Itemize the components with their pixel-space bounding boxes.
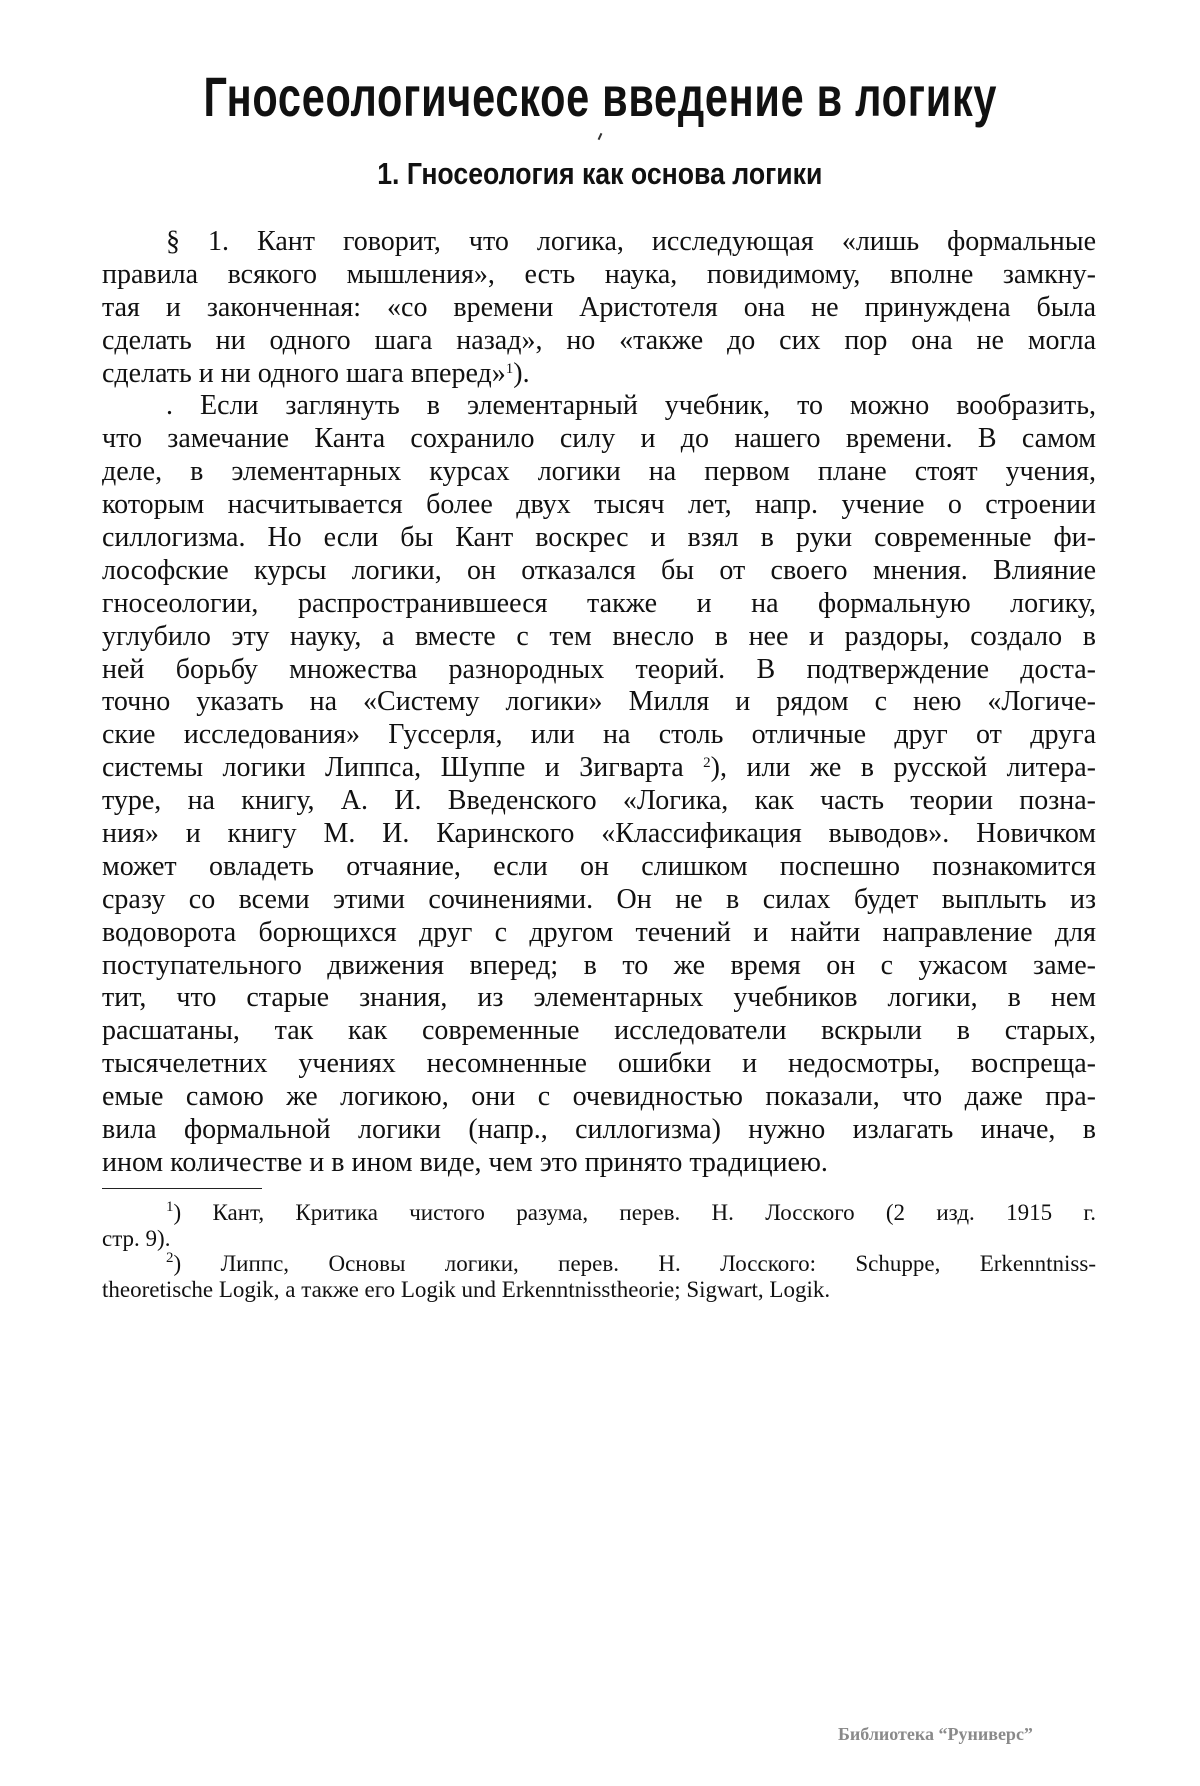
footnote-line [102, 1251, 1096, 1277]
line-text: theoretische Logik, а также его Logik und Erkenntnisstheorie; Sigwart, Logik. [102, 1277, 831, 1303]
footnote-marker: 1 [166, 1199, 174, 1215]
line-text: углубило эту науку, а вместе с тем внесло в нее и раздоры, создало в [102, 620, 1096, 652]
library-watermark: Библиотека “Руниверс” [838, 1724, 1033, 1744]
text-line [102, 1114, 1096, 1147]
text-line [102, 588, 1096, 621]
footnotes [102, 1200, 1096, 1303]
footnote-separator [102, 1188, 262, 1189]
footnote-line [102, 1200, 1096, 1226]
line-text: ином количестве и в ином виде, чем это принято традициею. [102, 1146, 828, 1178]
text-line [102, 1015, 1096, 1048]
line-text: поступательного движения вперед; в то же время он с ужасом заме- [102, 949, 1096, 981]
text-line [102, 325, 1096, 358]
line-text: ния» и книгу М. И. Каринского «Классификация выводов». Новичком [102, 818, 1096, 850]
text-line [102, 489, 1096, 522]
section-heading [0, 154, 1200, 194]
footnote-reference: 1 [505, 360, 514, 377]
line-text: расшатаны, так как современные исследователи вскрыли в старых, [102, 1015, 1096, 1047]
scan-mark [598, 133, 603, 140]
text-line [102, 917, 1096, 950]
line-text: ) Липпс, Основы логики, перев. Н. Лосского: Schuppe, Erkenntniss- [173, 1251, 1096, 1277]
footnote-reference: 2 [703, 755, 711, 772]
line-text: точно указать на «Систему логики» Милля и рядом с нею «Логиче- [102, 686, 1096, 718]
line-text: вила формальной логики (напр., силлогизма) нужно излагать иначе, в [102, 1114, 1096, 1146]
line-text: сразу со всеми этими сочинениями. Он не в силах будет выплыть из [102, 883, 1096, 915]
text-line [102, 818, 1096, 851]
text-line [102, 522, 1096, 555]
line-text: водоворота борющихся друг с другом течений и найти направление для [102, 916, 1096, 948]
text-line [102, 654, 1096, 687]
line-text: системы логики Липпса, Шуппе и Зигварта [102, 752, 704, 784]
text-line [102, 259, 1096, 292]
line-text: стр. 9). [102, 1225, 171, 1251]
line-text: тысячелетних учениях несомненные ошибки и недосмотры, воспреща- [102, 1048, 1096, 1080]
footnote-line [102, 1226, 1096, 1252]
text-line [102, 884, 1096, 917]
text-line [102, 851, 1096, 884]
text-line [102, 1147, 1096, 1180]
text-line [102, 423, 1096, 456]
text-line [102, 555, 1096, 588]
line-text: лософские курсы логики, он отказался бы от своего мнения. Влияние [102, 554, 1096, 586]
line-text: ней борьбу множества разнородных теорий. В подтверждение доста- [102, 653, 1096, 685]
line-text: правила всякого мышления», есть наука, повидимому, вполне замкну- [102, 258, 1096, 290]
line-text: § 1. Кант говорит, что логика, исследующая «лишь формальные [166, 226, 1096, 257]
line-text: может овладеть отчаяние, если он слишком поспешно познакомится [102, 850, 1096, 882]
line-text: деле, в элементарных курсах логики на первом плане стоят учения, [102, 456, 1096, 488]
text-line [102, 1048, 1096, 1081]
text-line [102, 292, 1096, 325]
line-text: туре, на книгу, А. И. Введенского «Логика, как часть теории позна- [102, 785, 1096, 817]
text-line [102, 226, 1096, 259]
line-text: . Если заглянуть в элементарный учебник, то можно вообразить, [166, 390, 1096, 422]
line-text: емые самою же логикою, они с очевидностью показали, что даже пра- [102, 1081, 1096, 1113]
footnote-line [102, 1277, 1096, 1303]
page-title [0, 64, 1200, 130]
text-line [102, 621, 1096, 654]
body-text [102, 226, 1096, 1180]
text-line [102, 752, 1096, 785]
page-title-text: Гносеологическое введение в логику [203, 65, 997, 128]
text-line [102, 719, 1096, 752]
line-text: сделать ни одного шага назад», но «также до сих пор она не могла [102, 324, 1096, 356]
line-text: ские исследования» Гуссерля, или на столь отличные друг от друга [102, 719, 1096, 751]
line-text: силлогизма. Но если бы Кант воскрес и взял в руки современные фи- [102, 522, 1096, 554]
text-line [102, 358, 1096, 391]
line-text: которым насчитывается более двух тысяч лет, напр. учение о строении [102, 489, 1096, 521]
line-text-tail: ). [513, 357, 530, 389]
text-line [102, 785, 1096, 818]
section-heading-text: 1. Гносеология как основа логики [377, 156, 823, 191]
line-text: гносеологии, распространившееся также и на формальную логику, [102, 587, 1096, 619]
line-text: тая и законченная: «со времени Аристотеля она не принуждена была [102, 291, 1096, 323]
line-text: ) Кант, Критика чистого разума, перев. Н. Лосского (2 изд. 1915 г. [173, 1200, 1096, 1225]
text-line [102, 982, 1096, 1015]
line-text: сделать и ни одного шага вперед» [102, 357, 506, 389]
text-line [102, 1081, 1096, 1114]
text-line [102, 950, 1096, 983]
text-line [102, 686, 1096, 719]
line-text: тит, что старые знания, из элементарных учебников логики, в нем [102, 982, 1096, 1014]
line-text: что замечание Канта сохранило силу и до нашего времени. В самом [102, 423, 1096, 455]
text-line [102, 390, 1096, 423]
text-line [102, 456, 1096, 489]
line-text-tail: ), или же в русской литера- [710, 752, 1096, 784]
footnote-marker: 2 [166, 1250, 174, 1267]
